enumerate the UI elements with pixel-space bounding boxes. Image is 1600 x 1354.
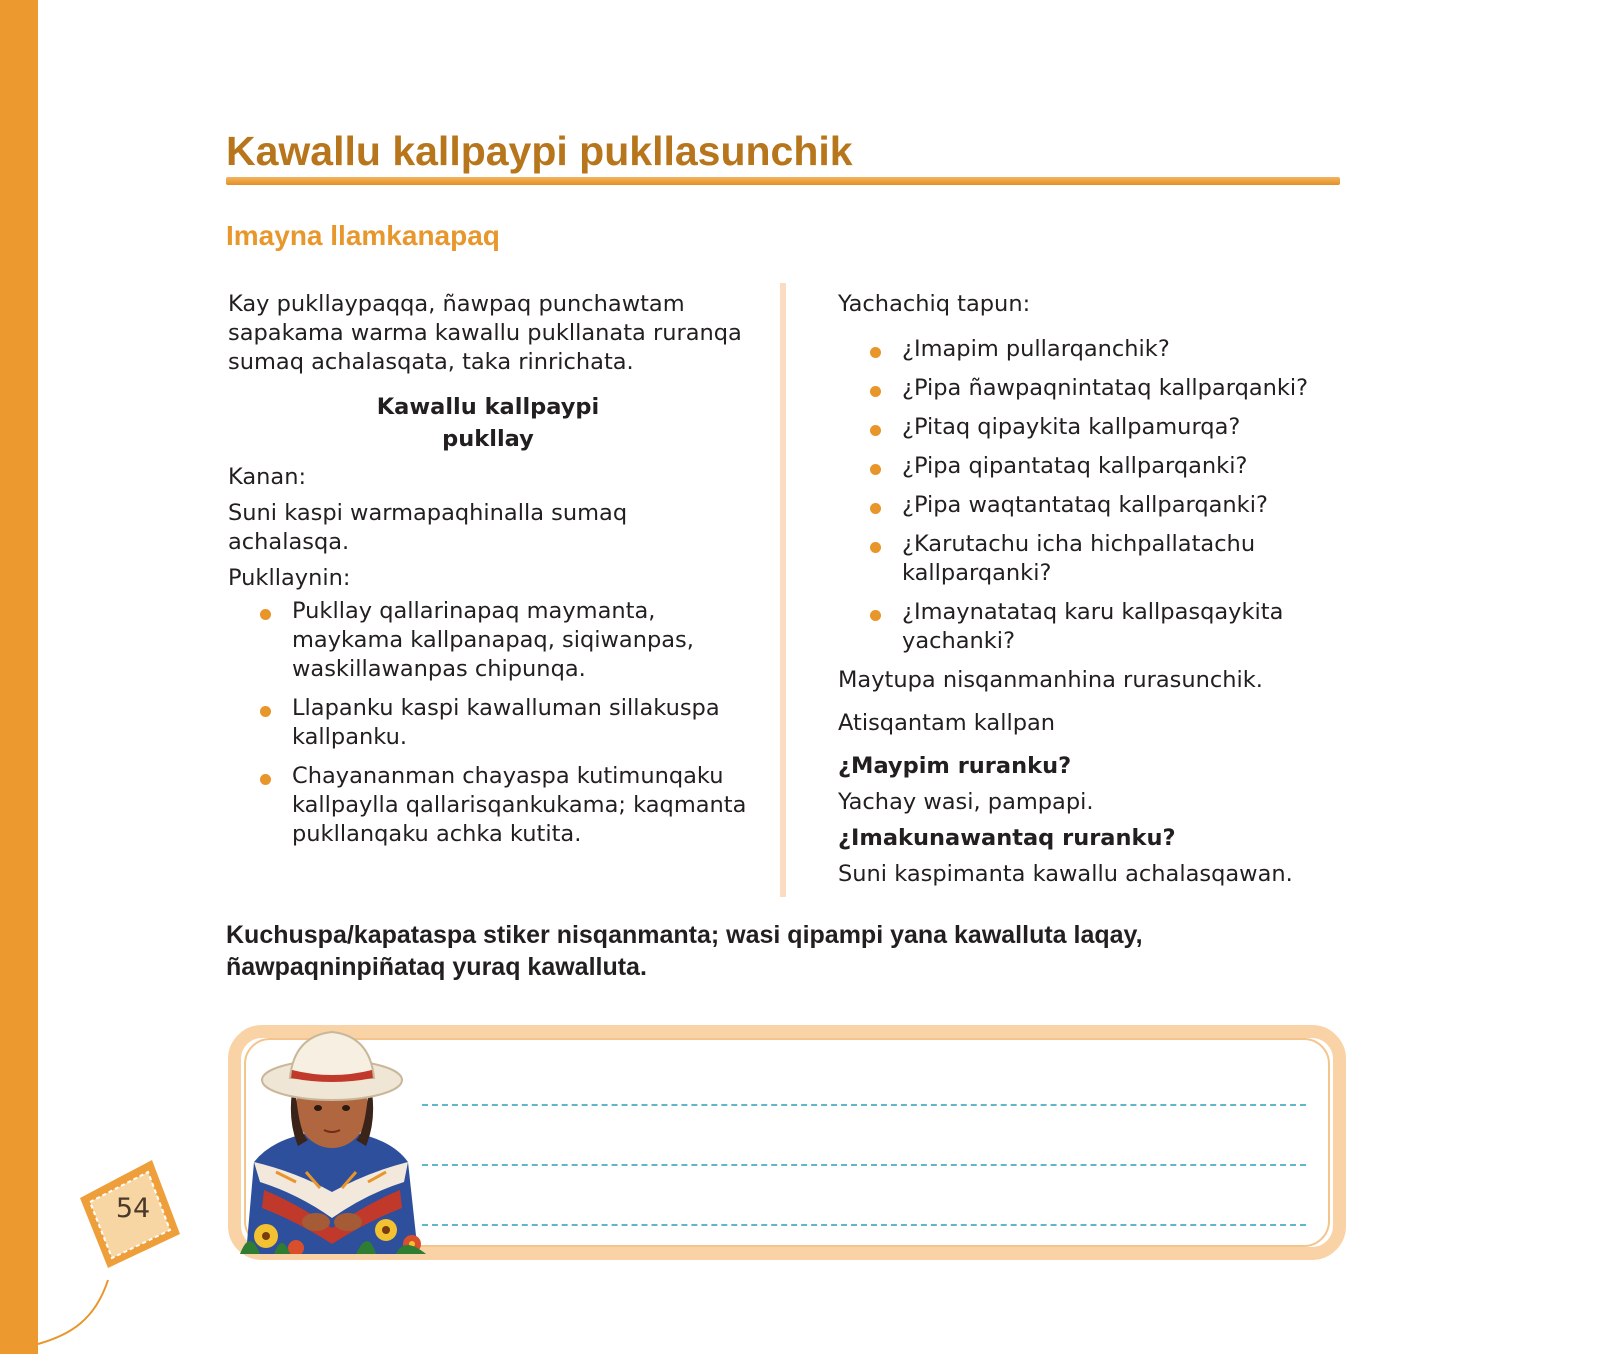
bullet-dot-icon — [870, 503, 881, 514]
question-text: ¿Imapim pullarqanchik? — [902, 336, 1170, 362]
side-color-band — [0, 0, 38, 1354]
bullet-dot-icon — [870, 464, 881, 475]
list-item — [228, 694, 748, 752]
question-text: ¿Imaynatataq karu kallpasqaykita yachanki? — [902, 599, 1284, 654]
page-number: 54 — [115, 1193, 151, 1224]
right-column — [838, 290, 1358, 889]
bullet-dot-icon — [870, 610, 881, 621]
title-underline — [226, 177, 1340, 185]
list-item — [838, 335, 1358, 364]
bullet-dot-icon — [870, 347, 881, 358]
bullet-dot-icon — [870, 425, 881, 436]
kanan-text: Suni kaspi warmapaqhinalla sumaq achalasqa. — [228, 500, 628, 555]
questions-list — [838, 335, 1358, 656]
question-text: ¿Pipa waqtantataq kallparqanki? — [902, 492, 1268, 518]
with-question: ¿Imakunawantaq ruranku? — [838, 825, 1176, 851]
list-item — [838, 452, 1358, 481]
page-title: Kawallu kallpaypi pukllasunchik — [226, 128, 853, 174]
rule-text: Llapanku kaspi kawalluman sillakuspa kallpanku. — [292, 695, 720, 750]
game-title — [228, 391, 748, 455]
list-item — [838, 491, 1358, 520]
bullet-dot-icon — [260, 706, 271, 717]
list-item — [838, 598, 1358, 656]
bullet-dot-icon — [870, 542, 881, 553]
rules-list — [228, 597, 748, 849]
closing-text: Maytupa nisqanmanhina rurasunchik. — [838, 667, 1263, 693]
activity-instruction: Kuchuspa/kapataspa stiker nisqanmanta; wasi qipampi yana kawalluta laqay, ñawpaqninpiñataq yuraq kawalluta. — [226, 921, 1143, 981]
atisqantam-text: Atisqantam kallpan — [838, 710, 1056, 736]
game-title-line-2: pukllay — [442, 426, 534, 452]
list-item — [838, 374, 1358, 403]
where-answer: Yachay wasi, pampapi. — [838, 789, 1094, 815]
question-text: ¿Karutachu icha hichpallatachu kallparqanki? — [902, 531, 1256, 586]
rule-text: Chayananman chayaspa kutimunqaku kallpaylla qallarisqankukama; kaqmanta pukllanqaku achka kutita. — [292, 763, 747, 847]
writing-line[interactable] — [422, 1104, 1306, 1106]
bullet-dot-icon — [260, 609, 271, 620]
question-text: ¿Pipa ñawpaqnintataq kallparqanki? — [902, 375, 1309, 401]
where-question: ¿Maypim ruranku? — [838, 753, 1072, 779]
game-title-line-1: Kawallu kallpaypi — [376, 394, 600, 420]
list-item — [838, 413, 1358, 442]
list-item — [228, 597, 748, 684]
kanan-label: Kanan: — [228, 464, 307, 490]
list-item — [838, 530, 1358, 588]
bullet-dot-icon — [870, 386, 881, 397]
pukllaynin-label: Pukllaynin: — [228, 565, 351, 591]
column-divider — [780, 283, 786, 897]
questions-label: Yachachiq tapun: — [838, 291, 1031, 317]
list-item — [228, 762, 748, 849]
rule-text: Pukllay qallarinapaq maymanta, maykama kallpanapaq, siqiwanpas, waskillawanpas chipunqa. — [292, 598, 694, 682]
bullet-dot-icon — [260, 774, 271, 785]
question-text: ¿Pipa qipantataq kallparqanki? — [902, 453, 1248, 479]
andean-girl-illustration — [236, 1022, 428, 1254]
section-subtitle: Imayna llamkanapaq — [226, 220, 500, 251]
writing-line[interactable] — [422, 1164, 1306, 1166]
question-text: ¿Pitaq qipaykita kallpamurqa? — [902, 414, 1241, 440]
with-answer: Suni kaspimanta kawallu achalasqawan. — [838, 861, 1293, 887]
intro-paragraph: Kay pukllaypaqqa, ñawpaq punchawtam sapakama warma kawallu pukllanata ruranqa sumaq achalasqata, taka rinrichata. — [228, 291, 742, 375]
left-column — [228, 290, 748, 859]
writing-line[interactable] — [422, 1224, 1306, 1226]
